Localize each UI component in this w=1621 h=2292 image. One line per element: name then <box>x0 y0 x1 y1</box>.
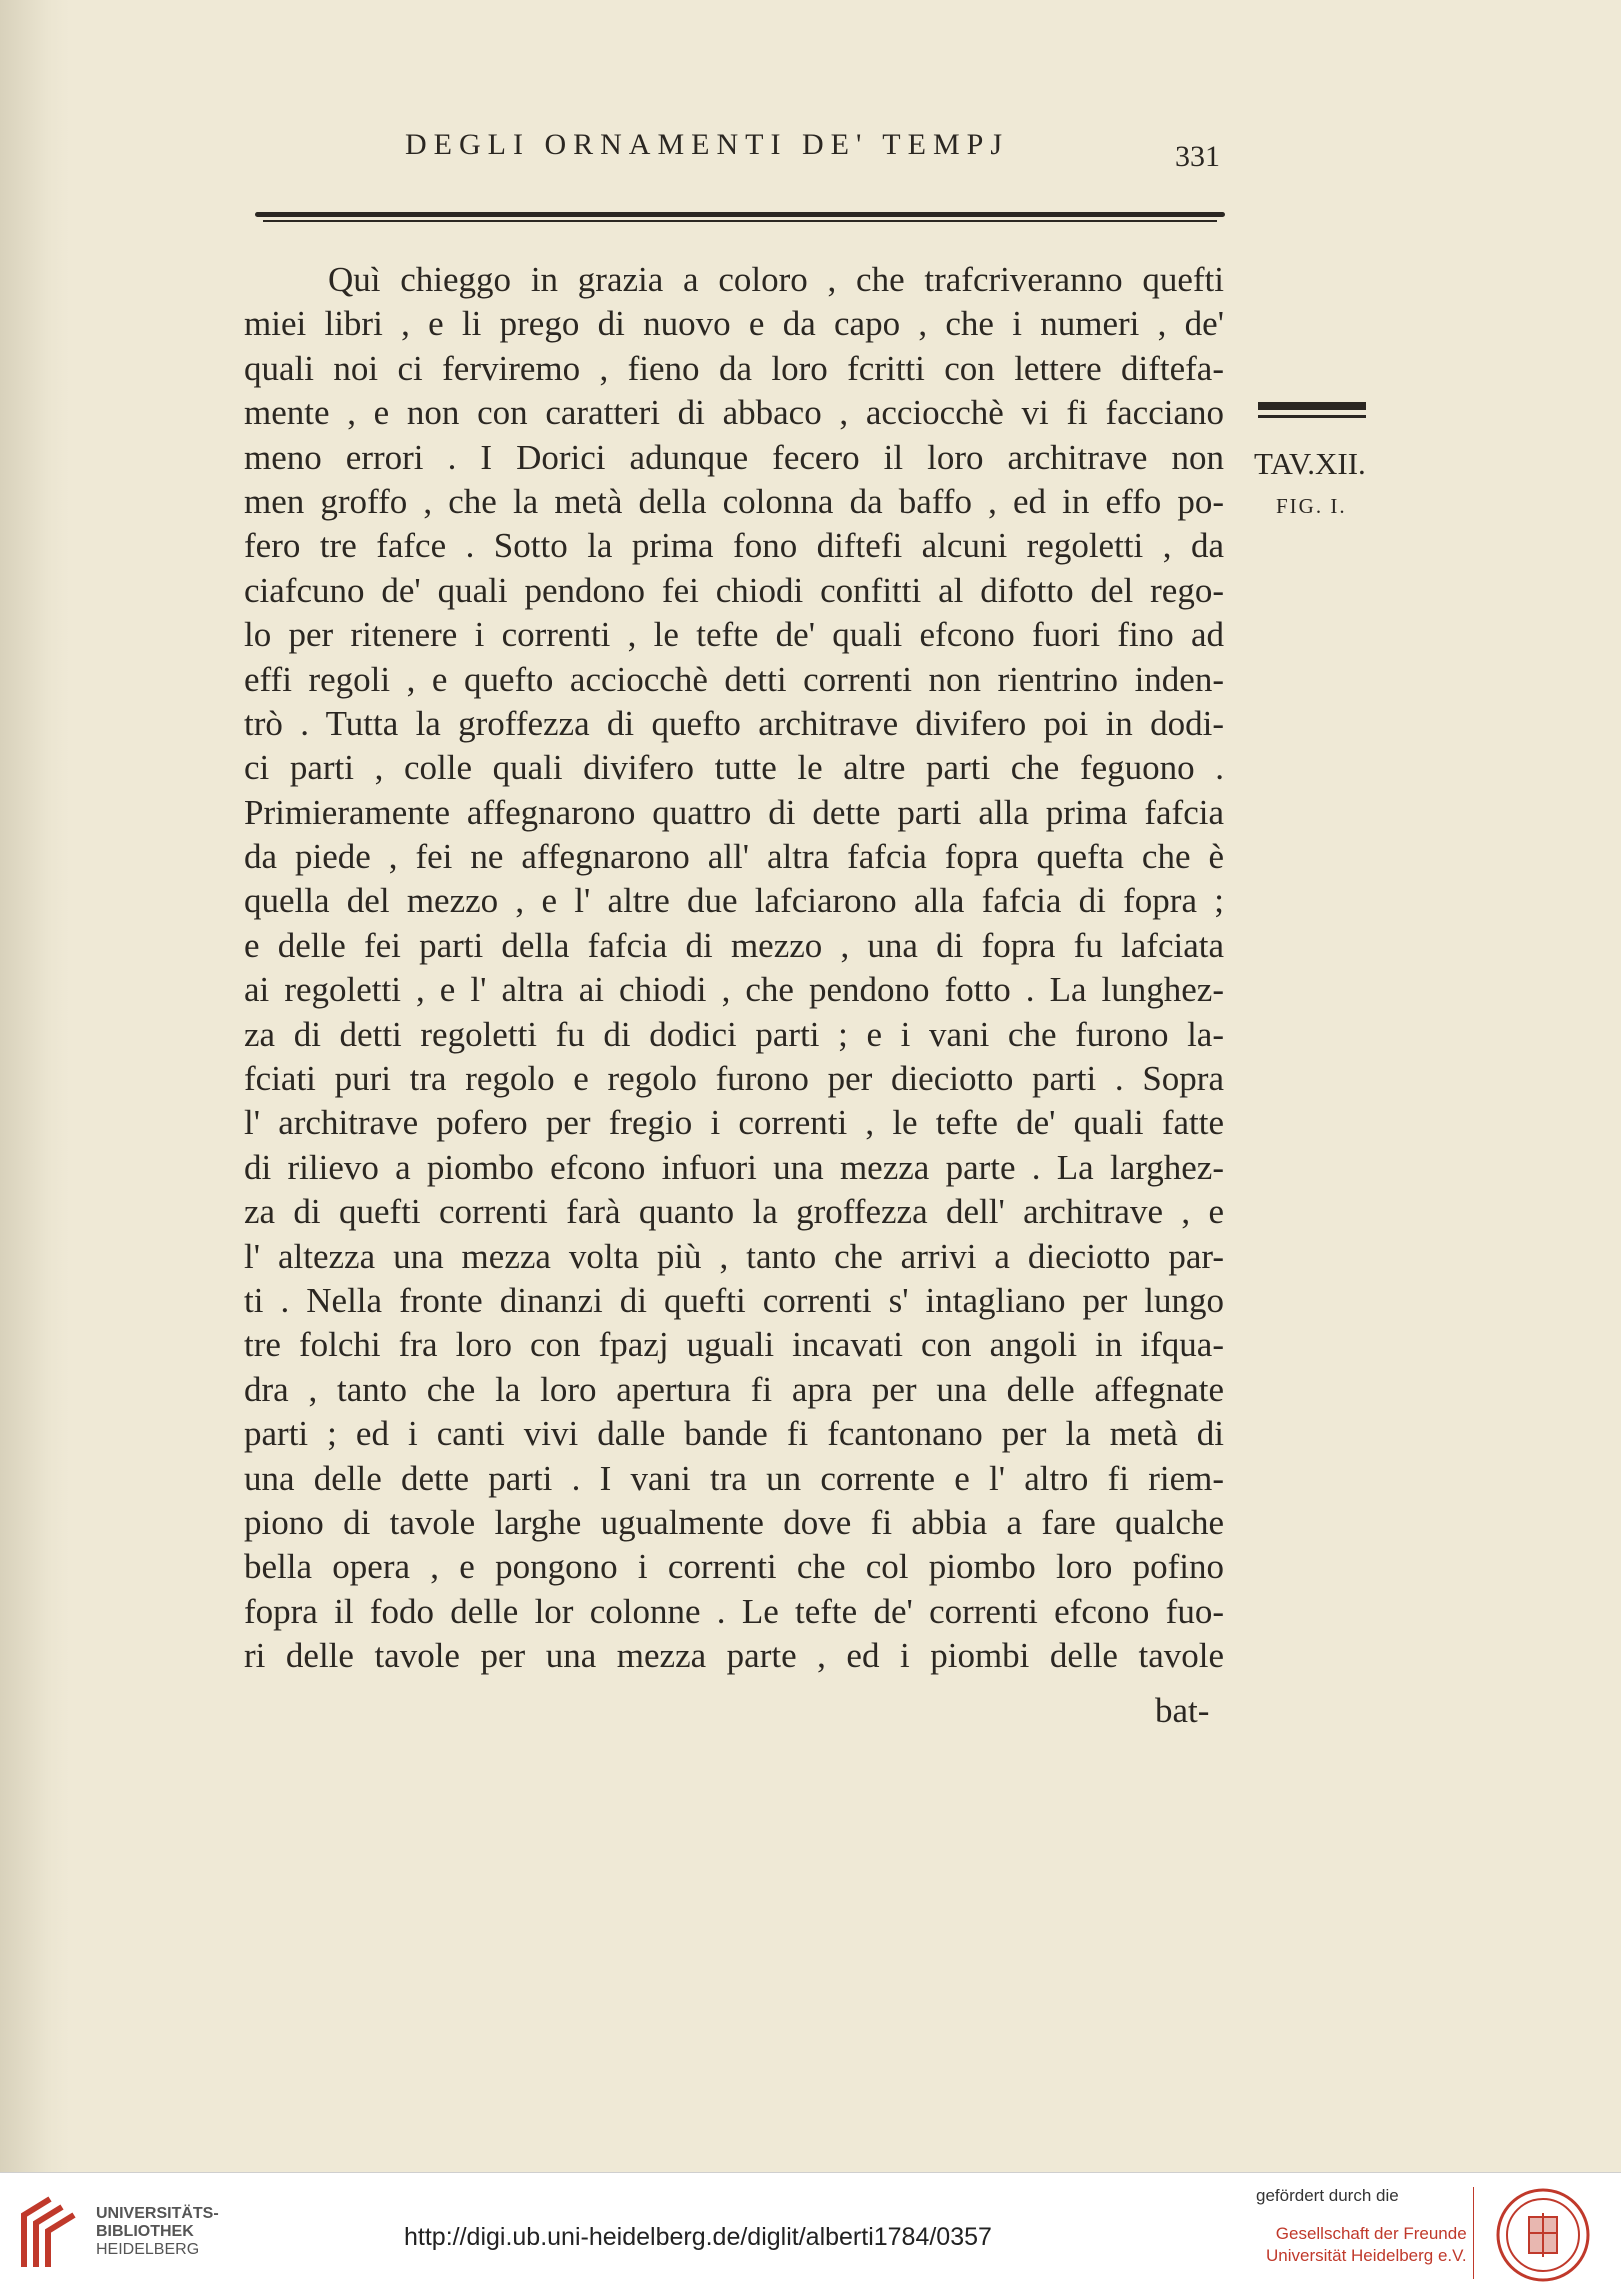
margin-figure-reference: FIG. I. <box>1276 494 1347 518</box>
text-line: miei libri , e li prego di nuovo e da capo , che i numeri , de' <box>244 304 1224 344</box>
sponsor-divider <box>1473 2187 1474 2279</box>
text-line: men groffo , che la metà della colonna da baffo , ed in effo po- <box>244 481 1224 521</box>
margin-plate-reference: TAV.XII. <box>1254 446 1366 481</box>
text-line: e delle fei parti della fafcia di mezzo , una di fopra fu lafciata <box>244 925 1224 965</box>
catchword: bat- <box>1155 1691 1210 1730</box>
margin-rule <box>1258 402 1366 420</box>
library-name-line: HEIDELBERG <box>96 2241 200 2258</box>
text-line: dra , tanto che la loro apertura fi apra per una delle affegnate <box>244 1369 1224 1409</box>
page-gutter <box>0 0 70 2172</box>
text-line: fciati puri tra regolo e regolo furono per dieciotto parti . Sopra <box>244 1059 1224 1099</box>
sponsor-name-line: Universität Heidelberg e.V. <box>1266 2246 1467 2265</box>
text-line: Primieramente affegnarono quattro di dette parti alla prima fafcia <box>244 792 1224 832</box>
text-line: parti ; ed i canti vivi dalle bande fi fcantonano per la metà di <box>244 1414 1224 1454</box>
text-line: l' altezza una mezza volta più , tanto che arrivi a dieciotto par- <box>244 1236 1224 1276</box>
text-line: Quì chieggo in grazia a coloro , che trafcriveranno quefti <box>328 260 1224 299</box>
text-line: di rilievo a piombo efcono infuori una mezza parte . La larghez- <box>244 1147 1224 1187</box>
text-line: ri delle tavole per una mezza parte , ed i piombi delle tavole <box>244 1636 1224 1676</box>
text-line: quella del mezzo , e l' altre due lafciarono alla fafcia di fopra ; <box>244 881 1224 921</box>
page-number: 331 <box>1175 140 1220 173</box>
text-line: bella opera , e pongono i correnti che col piombo loro pofino <box>244 1547 1224 1587</box>
text-line: fero tre fafce . Sotto la prima fono diftefi alcuni regoletti , da <box>244 526 1224 566</box>
text-line: ai regoletti , e l' altra ai chiodi , che pendono fotto . La lunghez- <box>244 970 1224 1010</box>
text-line: ti . Nella fronte dinanzi di quefti correnti s' intagliano per lungo <box>244 1280 1224 1320</box>
library-name-line: UNIVERSITÄTS- <box>96 2205 219 2222</box>
text-line: ci parti , colle quali divifero tutte le altre parti che feguono . <box>244 748 1224 788</box>
library-name <box>96 2205 219 2259</box>
text-line: za di detti regoletti fu di dodici parti ; e i vani che furono la- <box>244 1014 1224 1054</box>
text-line: fopra il fodo delle lor colonne . Le tefte de' correnti efcono fuo- <box>244 1591 1224 1631</box>
library-logo-icon <box>14 2193 84 2271</box>
permalink-url[interactable]: http://digi.ub.uni-heidelberg.de/diglit/alberti1784/0357 <box>404 2223 992 2251</box>
running-head: DEGLI ORNAMENTI DE' TEMPJ <box>405 128 1009 161</box>
text-line: lo per ritenere i correnti , le tefte de' quali efcono fuori fino ad <box>244 615 1224 655</box>
text-line: trò . Tutta la groffezza di quefto architrave divifero poi in dodi- <box>244 703 1224 743</box>
header-rule <box>255 210 1225 226</box>
sponsor-label: gefördert durch die <box>1256 2186 1399 2205</box>
sponsor-name-line: Gesellschaft der Freunde <box>1275 2224 1467 2243</box>
text-line: da piede , fei ne affegnarono all' altra fafcia fopra quefta che è <box>244 837 1224 877</box>
text-line: mente , e non con caratteri di abbaco , acciocchè vi fi facciano <box>244 393 1224 433</box>
text-line: l' architrave pofero per fregio i correnti , le tefte de' quali fatte <box>244 1103 1224 1143</box>
text-line: effi regoli , e quefto acciocchè detti correnti non rientrino inden- <box>244 659 1224 699</box>
text-line: quali noi ci ferviremo , fieno da loro fcritti con lettere diftefa- <box>244 348 1224 388</box>
viewer-footer <box>0 2172 1621 2292</box>
text-line: ciafcuno de' quali pendono fei chiodi confitti al difotto del rego- <box>244 570 1224 610</box>
body-text <box>244 258 1224 1679</box>
text-line: piono di tavole larghe ugualmente dove fi abbia a fare qualche <box>244 1502 1224 1542</box>
university-seal-icon <box>1495 2187 1591 2283</box>
text-line: meno errori . I Dorici adunque fecero il loro architrave non <box>244 437 1224 477</box>
text-line: za di quefti correnti farà quanto la groffezza dell' architrave , e <box>244 1192 1224 1232</box>
text-line: tre folchi fra loro con fpazj uguali incavati con angoli in ifqua- <box>244 1325 1224 1365</box>
text-line: una delle dette parti . I vani tra un corrente e l' altro fi riem- <box>244 1458 1224 1498</box>
sponsor-name <box>1266 2223 1467 2267</box>
library-name-line: BIBLIOTHEK <box>96 2223 194 2240</box>
